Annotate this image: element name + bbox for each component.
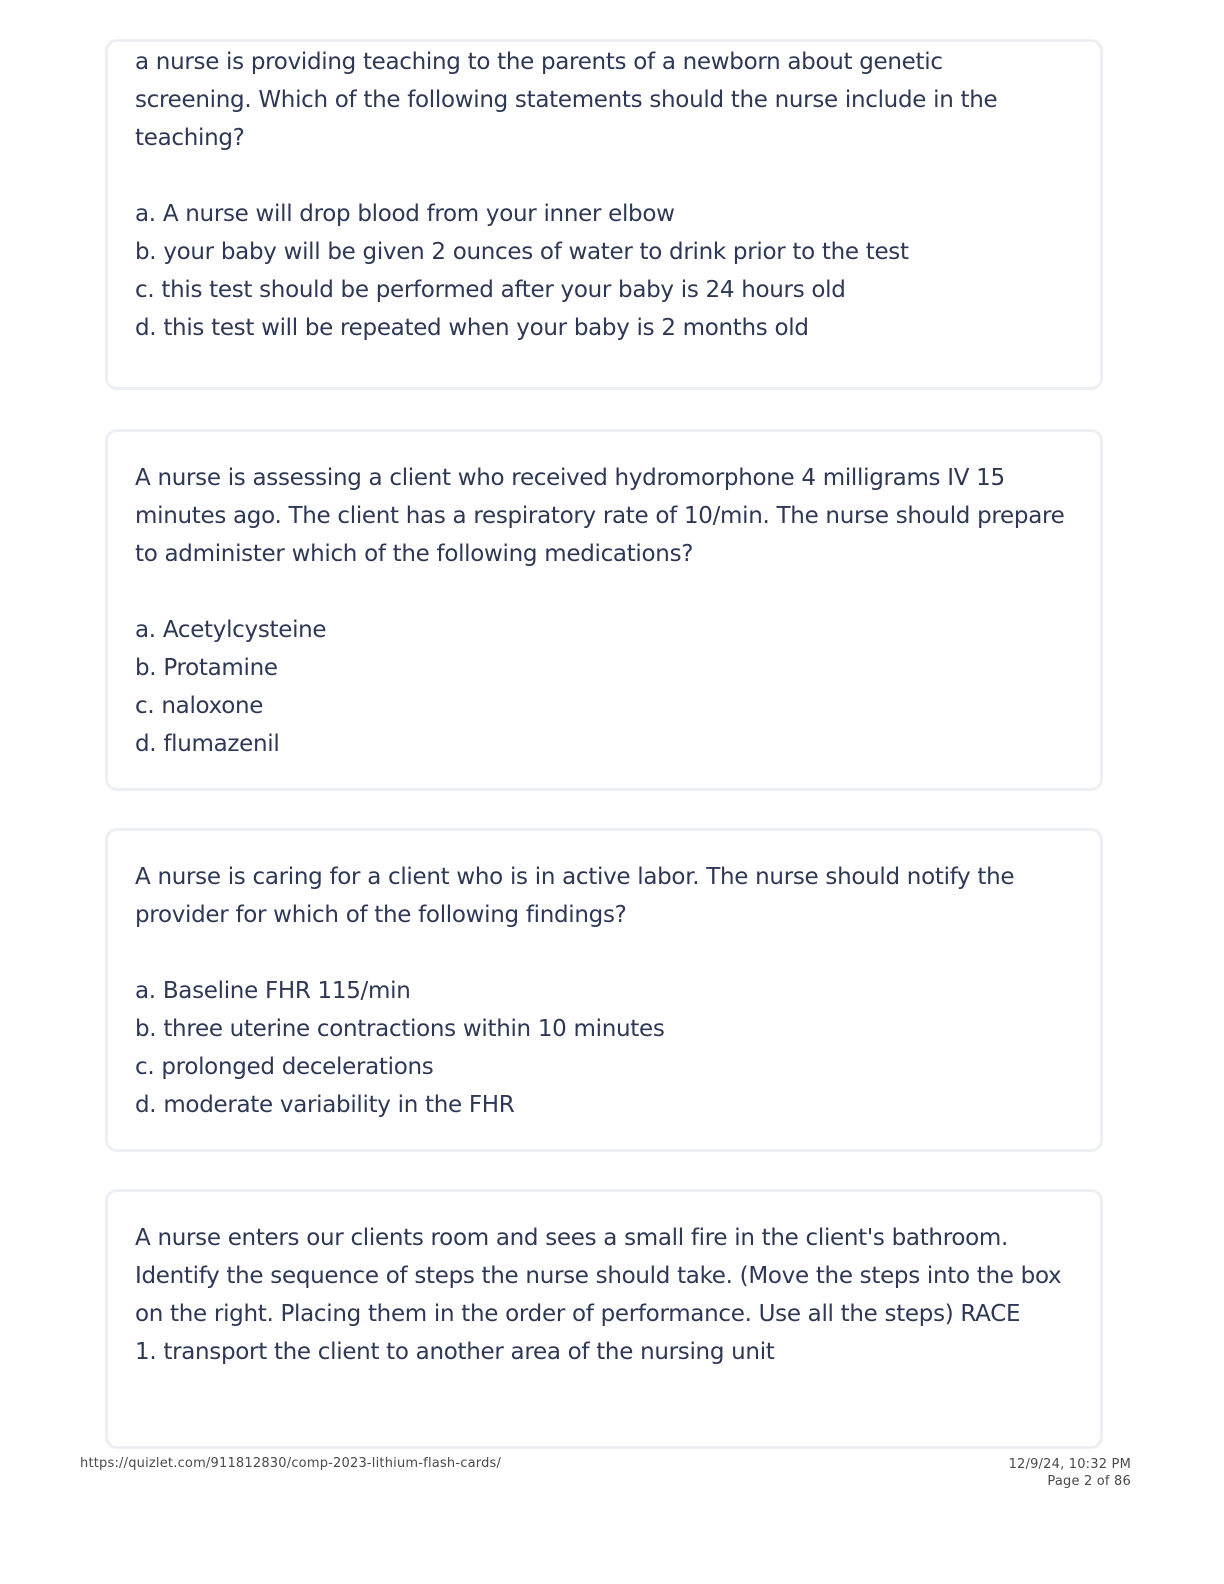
question-line: 1. transport the client to another area of the nursing unit: [135, 1339, 775, 1365]
question-line: provider for which of the following findings?: [135, 902, 627, 928]
answer-option: a. Acetylcysteine: [135, 617, 327, 643]
question-line: A nurse is assessing a client who received hydromorphone 4 milligrams IV 15: [135, 465, 1005, 491]
answer-option: d. moderate variability in the FHR: [135, 1092, 515, 1118]
question-line: A nurse enters our clients room and sees a small fire in the client's bathroom.: [135, 1225, 1008, 1251]
question-line: Identify the sequence of steps the nurse should take. (Move the steps into the box: [135, 1263, 1062, 1289]
answer-option: a. Baseline FHR 115/min: [135, 978, 411, 1004]
footer-meta: [1009, 1456, 1131, 1490]
question-line: A nurse is caring for a client who is in active labor. The nurse should notify the: [135, 864, 1015, 890]
flashcard-3: [105, 828, 1103, 1152]
flashcard-1-content: [135, 43, 1080, 347]
answer-option: c. naloxone: [135, 693, 264, 719]
flashcard-4-content: [135, 1219, 1080, 1371]
footer-datetime: 12/9/24, 10:32 PM: [1008, 1457, 1131, 1472]
footer-page-number: Page 2 of 86: [1047, 1474, 1131, 1489]
page-viewport: [0, 49, 1224, 1377]
answer-option: c. prolonged decelerations: [135, 1054, 434, 1080]
flashcard-2: [105, 429, 1103, 791]
answer-option: b. three uterine contractions within 10 minutes: [135, 1016, 665, 1042]
answer-option: b. your baby will be given 2 ounces of water to drink prior to the test: [135, 239, 909, 265]
answer-option: c. this test should be performed after your baby is 24 hours old: [135, 277, 846, 303]
answer-option: b. Protamine: [135, 655, 278, 681]
question-line: on the right. Placing them in the order of performance. Use all the steps) RACE: [135, 1301, 1021, 1327]
question-line: to administer which of the following medications?: [135, 541, 694, 567]
answer-option: d. this test will be repeated when your baby is 2 months old: [135, 315, 809, 341]
flashcard-1: [105, 39, 1103, 390]
answer-option: d. flumazenil: [135, 731, 280, 757]
flashcard-4: [105, 1189, 1103, 1449]
flashcard-3-content: [135, 858, 1080, 1124]
answer-option: a. A nurse will drop blood from your inner elbow: [135, 201, 675, 227]
flashcard-2-content: [135, 459, 1080, 763]
question-line: a nurse is providing teaching to the parents of a newborn about genetic: [135, 49, 943, 75]
question-line: screening. Which of the following statements should the nurse include in the: [135, 87, 998, 113]
footer-url: https://quizlet.com/911812830/comp-2023-lithium-flash-cards/: [80, 1456, 502, 1471]
question-line: teaching?: [135, 125, 245, 151]
question-line: minutes ago. The client has a respiratory rate of 10/min. The nurse should prepare: [135, 503, 1065, 529]
